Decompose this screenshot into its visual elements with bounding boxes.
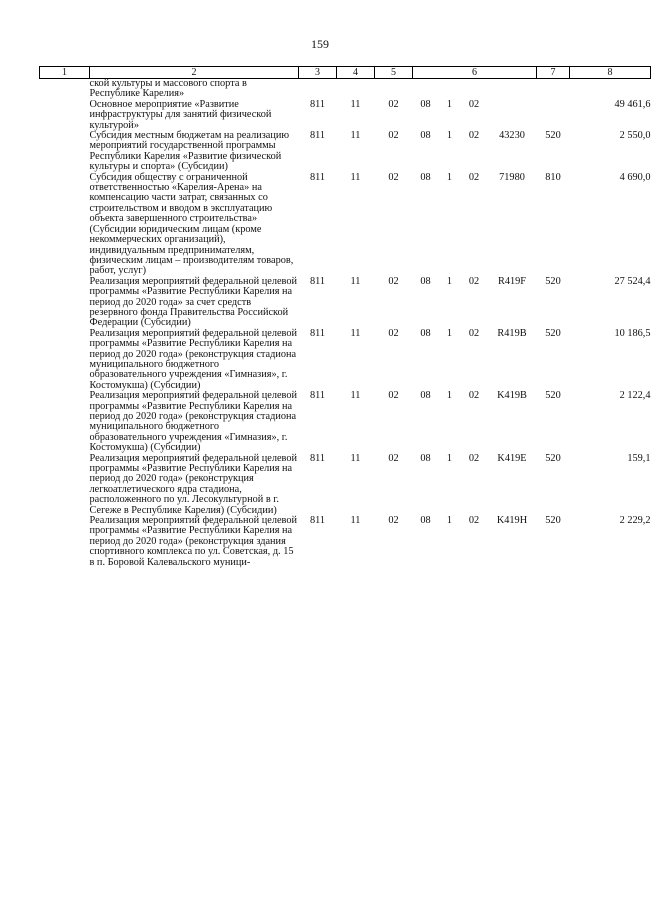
row-c6d: R419B [497, 327, 527, 339]
row-c5: 02 [388, 515, 399, 527]
row-c6b: 1 [446, 98, 453, 110]
row-c3: 811 [309, 327, 326, 339]
row-c5: 02 [388, 275, 399, 287]
row-c6c: 02 [468, 390, 480, 402]
header-col-1: 1 [40, 67, 90, 79]
header-col-3: 3 [299, 67, 337, 79]
row-c3: 811 [309, 98, 326, 110]
row-c4: 11 [350, 515, 361, 527]
row-c7 [537, 100, 570, 131]
row-c7: 520 [545, 130, 561, 142]
row-c6d: K419B [497, 390, 527, 402]
row-c4: 11 [350, 130, 361, 142]
row-c7: 520 [545, 515, 561, 527]
table-row [40, 79, 651, 100]
row-c3: 811 [309, 171, 326, 183]
row-c6d: K419E [497, 452, 527, 464]
row-c5: 02 [388, 98, 399, 110]
table-row [40, 131, 651, 173]
row-c6a [413, 79, 439, 100]
row-c6b [439, 79, 461, 100]
header-col-5: 5 [375, 67, 413, 79]
row-name: Реализация мероприятий федеральной целевой программы «Развитие Республики Карелия на период до 2020 года» (реконструкция стадиона муниципального бюджетного образовательного учреждения «Гимназия», г. Костомукша) (Субсидии) [89, 390, 297, 454]
row-c4 [337, 79, 375, 100]
row-c7: 520 [545, 390, 561, 402]
row-c6b: 1 [446, 327, 453, 339]
row-c7: 520 [545, 275, 561, 287]
row-c8: 159,1 [627, 452, 651, 464]
header-row [40, 67, 651, 79]
table-row [40, 391, 651, 453]
row-c6c: 02 [468, 275, 480, 287]
row-c7: 520 [545, 452, 561, 464]
header-col-8: 8 [570, 67, 651, 79]
row-c6c: 02 [468, 171, 480, 183]
row-c8: 2 229,2 [619, 515, 651, 527]
row-c4: 11 [350, 390, 361, 402]
header-col-2: 2 [90, 67, 299, 79]
row-c6d: 71980 [499, 171, 525, 183]
row-c6b: 1 [446, 452, 453, 464]
table-row [40, 454, 651, 516]
header-col-6: 6 [413, 67, 537, 79]
row-c7: 810 [545, 171, 561, 183]
row-c6a: 08 [420, 452, 431, 464]
budget-table [39, 66, 651, 568]
row-name: ской культуры и массового спорта в Республике Карелия» [89, 78, 247, 100]
row-c8: 49 461,6 [614, 98, 651, 110]
row-c8: 10 186,5 [614, 327, 651, 339]
table-row [40, 516, 651, 568]
row-c4: 11 [350, 327, 361, 339]
row-c6c: 02 [468, 452, 480, 464]
row-name: Основное мероприятие «Развитие инфраструктуры для занятий физической культурой» [89, 98, 272, 131]
row-c5: 02 [388, 171, 399, 183]
row-c5 [375, 79, 413, 100]
row-c3: 811 [309, 452, 326, 464]
row-c6b: 1 [446, 130, 453, 142]
row-c6b: 1 [446, 275, 453, 287]
row-c6a: 08 [420, 390, 431, 402]
row-c5: 02 [388, 327, 399, 339]
row-c6d: R419F [497, 275, 527, 287]
row-c4: 11 [350, 171, 361, 183]
table-row [40, 100, 651, 131]
row-c3 [299, 79, 337, 100]
row-c6a: 08 [420, 130, 431, 142]
row-name: Реализация мероприятий федеральной целевой программы «Развитие Республики Карелия на период до 2020 года» (реконструкция стадиона муниципального бюджетного образовательного учреждения «Гимназия», г. Костомукша) (Субсидии) [89, 327, 297, 391]
row-c6a: 08 [420, 515, 431, 527]
table-row [40, 173, 651, 277]
row-c5: 02 [388, 130, 399, 142]
row-c6c: 02 [468, 130, 480, 142]
row-c5: 02 [388, 452, 399, 464]
row-c6d: K419H [496, 515, 528, 527]
row-c8: 2 122,4 [619, 390, 651, 402]
page-number: 159 [311, 37, 329, 51]
row-name: Субсидия обществу с ограниченной ответственностью «Карелия-Арена» на компенсацию части затрат, связанных со строительством и вводом в эксплуатацию объекта завершенного строительства» (Субсидии юридическим лицам (кроме некоммерческих организаций), индивидуальным предпринимателям, физическим лицам – производителям товаров, работ, услуг) [89, 171, 294, 277]
row-name: Субсидия местным бюджетам на реализацию мероприятий государственной программы Республики Карелия «Развитие физической культуры и спорта» (Субсидии) [89, 130, 290, 173]
row-c8: 2 550,0 [619, 130, 651, 142]
row-c6c [461, 79, 488, 100]
row-c8: 4 690,0 [619, 171, 651, 183]
row-c6b: 1 [446, 515, 453, 527]
table-row [40, 277, 651, 329]
row-c4: 11 [350, 98, 361, 110]
row-c6d: 43230 [499, 130, 525, 142]
header-col-7: 7 [537, 67, 570, 79]
row-c4: 11 [350, 452, 361, 464]
row-name: Реализация мероприятий федеральной целевой программы «Развитие Республики Карелия на период до 2020 года» (реконструкция здания спортивного комплекса по ул. Советская, д. 15 в п. Боровой Калевальского муници- [89, 515, 297, 568]
row-c6c: 02 [468, 515, 480, 527]
row-c6a: 08 [420, 327, 431, 339]
row-c3: 811 [309, 390, 326, 402]
row-c6a: 08 [420, 275, 431, 287]
row-name: Реализация мероприятий федеральной целевой программы «Развитие Республики Карелия на период до 2020 года» (реконструкция легкоатлетического ядра стадиона, расположенного по ул. Лесокультурной в г. Сегеже в Республике Карелия) (Субсидии) [89, 452, 297, 516]
row-c6c: 02 [468, 327, 480, 339]
row-c8 [570, 79, 651, 100]
row-c3: 811 [309, 275, 326, 287]
row-c7 [537, 79, 570, 100]
row-c6b: 1 [446, 171, 453, 183]
row-name: Реализация мероприятий федеральной целевой программы «Развитие Республики Карелия на период до 2020 года» за счет средств резервного фонда Правительства Российской Федерации (Субсидии) [89, 275, 297, 329]
row-c6a: 08 [420, 171, 431, 183]
row-c8: 27 524,4 [614, 275, 651, 287]
row-c3: 811 [309, 130, 326, 142]
row-c5: 02 [388, 390, 399, 402]
row-c6a: 08 [420, 98, 431, 110]
row-c7: 520 [545, 327, 561, 339]
row-c3: 811 [309, 515, 326, 527]
table-row [40, 329, 651, 391]
header-col-4: 4 [337, 67, 375, 79]
row-c6c: 02 [468, 98, 480, 110]
row-c6b: 1 [446, 390, 453, 402]
row-c6d [488, 79, 537, 100]
row-c6d [488, 100, 537, 131]
row-c4: 11 [350, 275, 361, 287]
